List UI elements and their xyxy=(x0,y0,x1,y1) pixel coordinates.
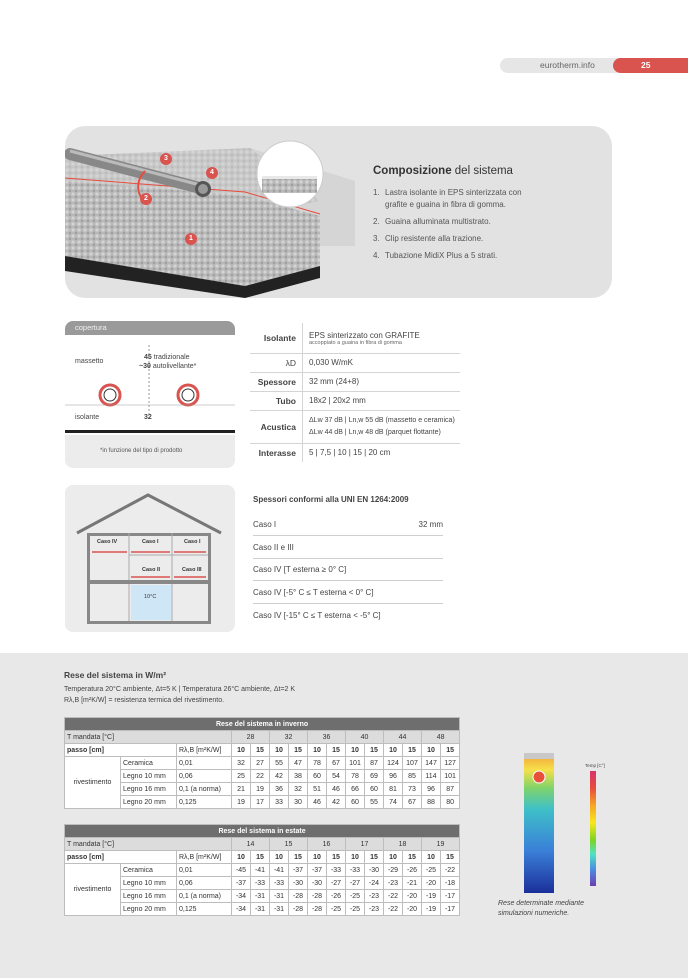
simulation-caption: Rese determinate mediante simulazioni numeriche. xyxy=(498,900,584,917)
legend-title: Temp [C°] xyxy=(585,763,605,768)
summer-table: Rese del sistema in estate T mandata [°C] 14 15 16 17 18 19 passo [cm] Rλ,B [m²K/W] 10 15 10 15 10 15 10 15 10 15 10 15 rivestimento Ceramica 0,01 -45 -41 -41 -37 -37 -33 -33 -30 -29 -26 -25 -22 Legno 10 mm 0,06 -37 -33 -33 -30 -30 -27 -27 -24 -23 -21 -20 -18 Legno 16 mm 0,1 (a norma) -34 -31 -31 -28 -28 -26 -25 -23 -22 -20 -19 -17 Legno 20 mm 0,125 -34 -31 -31 -28 -28 -25 -25 -23 -22 -20 -19 -17 xyxy=(64,824,460,916)
marker-1: 1 xyxy=(185,233,197,245)
isolante-label: isolante xyxy=(75,414,100,421)
room-label: Caso I xyxy=(184,539,201,545)
spec-row-tubo: Tubo 18x2 | 20x2 mm xyxy=(250,391,460,411)
site-url[interactable]: eurotherm.info xyxy=(540,60,595,70)
table-row: rivestimento Ceramica 0,01 32 27 55 47 78 67 101 87 124 107 147 127 xyxy=(65,757,460,770)
room-label: Caso IV xyxy=(97,539,118,545)
table-row: Legno 20 mm 0,125 -34 -31 -31 -28 -28 -25 -25 -23 -22 -20 -19 -17 xyxy=(65,903,460,916)
winter-table: Rese del sistema in inverno T mandata [°C] 28 32 36 40 44 48 passo [cm] Rλ,B [m²K/W] 10 15 10 15 10 15 10 15 10 15 10 15 rivestimento Ceramica 0,01 32 27 55 47 78 67 101 87 124 107 147 127 Legno 10 mm 0,06 25 22 42 38 60 54 78 69 96 85 114 101 Legno 16 mm 0,1 (a norma) 21 19 36 32 51 46 66 60 81 73 96 87 Legno 20 mm 0,125 19 17 33 30 46 42 60 55 74 67 88 80 xyxy=(64,717,460,809)
list-item: 1. Lastra isolante in EPS sinterizzata con grafite e guaina in fibra di gomma. xyxy=(373,188,522,209)
table-row: Legno 16 mm 0,1 (a norma) -34 -31 -31 -28 -28 -26 -25 -23 -22 -20 -19 -17 xyxy=(65,890,460,903)
thickness-row: Caso I 32 mm xyxy=(253,513,443,536)
room-label: Caso III xyxy=(182,567,202,573)
spec-row-spessore: Spessore 32 mm (24+8) xyxy=(250,372,460,392)
spec-row-isolante: Isolante EPS sinterizzato con GRAFITE accoppiato a guaina in fibra di gomma xyxy=(250,323,460,354)
thickness-title: Spessori conformi alla UNI EN 1264:2009 xyxy=(253,495,409,504)
table-row: Legno 10 mm 0,06 25 22 42 38 60 54 78 69 96 85 114 101 xyxy=(65,770,460,783)
spec-row-lambda: λD 0,030 W/mK xyxy=(250,353,460,373)
table-row: Legno 16 mm 0,1 (a norma) 21 19 36 32 51 46 66 60 81 73 96 87 xyxy=(65,783,460,796)
spec-row-interasse: Interasse 5 | 7,5 | 10 | 15 | 20 cm xyxy=(250,443,460,462)
massetto-value: 45 tradizionale ~30 autolivellante* xyxy=(139,354,197,370)
house-drawing xyxy=(65,485,235,632)
isolante-value: 32 xyxy=(144,414,152,421)
composition-list xyxy=(373,187,543,267)
cellar-temp: 10°C xyxy=(144,594,157,600)
section-header: copertura xyxy=(65,321,235,335)
thickness-row: Caso IV [-5° C ≤ T esterna < 0° C] xyxy=(253,581,443,604)
room-label: Caso I xyxy=(142,539,159,545)
section-footnote: *in funzione del tipo di prodotto xyxy=(100,448,183,454)
spec-row-acustica: Acustica ΔLw 37 dB | Ln,w 55 dB (massetto e ceramica) ΔLw 44 dB | Ln,w 48 dB (parquet flottante) xyxy=(250,410,460,444)
page-number-badge xyxy=(613,58,688,73)
table-row: Legno 10 mm 0,06 -37 -33 -33 -30 -30 -27 -27 -24 -23 -21 -20 -18 xyxy=(65,877,460,890)
massetto-label: massetto xyxy=(75,358,104,365)
marker-2: 2 xyxy=(140,193,152,205)
composition-title: Composizione del sistema xyxy=(373,165,513,177)
page-number: 25 xyxy=(641,60,651,70)
rese-subtitle: Temperatura 20°C ambiente, Δt=5 K | Temperatura 26°C ambiente, Δt=2 K Rλ,B [m²K/W] = resistenza termica del rivestimento. xyxy=(64,686,296,704)
room-label: Caso II xyxy=(142,567,161,573)
summer-table-title: Rese del sistema in estate xyxy=(65,825,460,838)
temperature-legend xyxy=(590,771,596,886)
thermal-simulation-image xyxy=(524,753,554,893)
list-item: 3. Clip resistente alla trazione. xyxy=(373,234,484,243)
marker-3: 3 xyxy=(160,153,172,165)
list-item: 4. Tubazione MidiX Plus a 5 strati. xyxy=(373,251,498,260)
table-row: rivestimento Ceramica 0,01 -45 -41 -41 -37 -37 -33 -33 -30 -29 -26 -25 -22 xyxy=(65,864,460,877)
list-item: 2. Guaina alluminata multistrato. xyxy=(373,217,491,226)
winter-table-title: Rese del sistema in inverno xyxy=(65,718,460,731)
floor-layers-illustration xyxy=(65,126,355,298)
table-row: Legno 20 mm 0,125 19 17 33 30 46 42 60 55 74 67 88 80 xyxy=(65,796,460,809)
thickness-row: Caso II e III xyxy=(253,536,443,559)
rese-title: Rese del sistema in W/m² xyxy=(64,670,167,680)
marker-4: 4 xyxy=(206,167,218,179)
thickness-row: Caso IV [-15° C ≤ T esterna < -5° C] xyxy=(253,610,381,620)
thickness-row: Caso IV [T esterna ≥ 0° C] xyxy=(253,558,443,581)
